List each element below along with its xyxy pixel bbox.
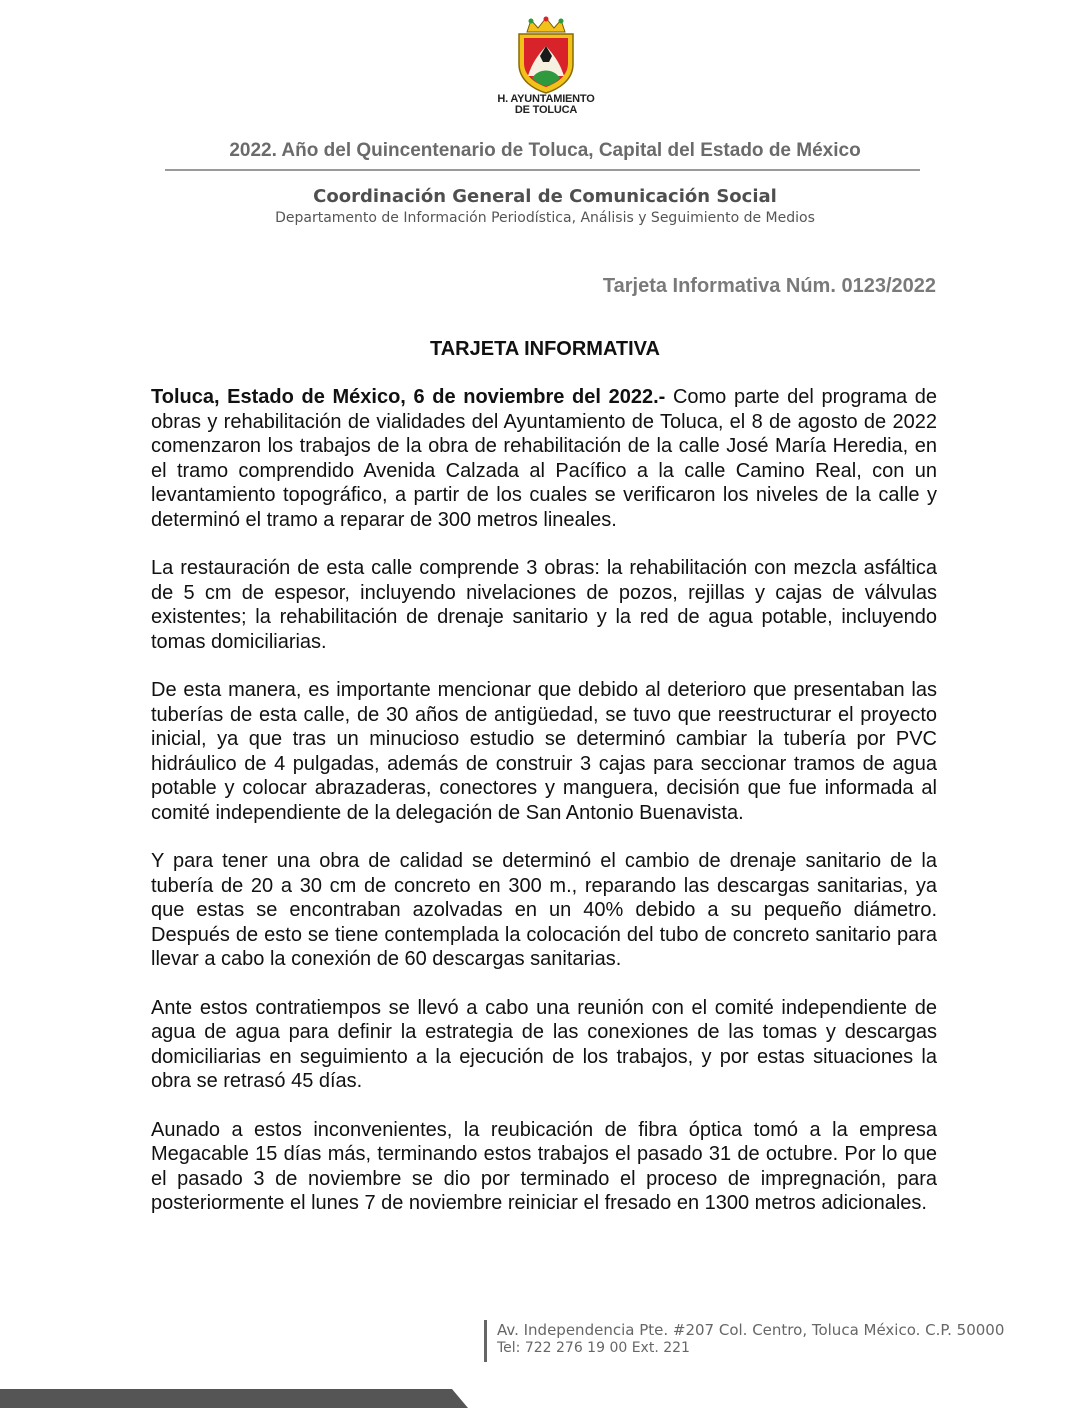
department-name: Departamento de Información Periodística, Análisis y Seguimiento de Medios <box>275 210 815 226</box>
footer-band <box>0 1389 1088 1408</box>
logo-caption-line1: H. AYUNTAMIENTO <box>497 93 595 105</box>
card-number: Tarjeta Informativa Núm. 0123/2022 <box>602 275 936 297</box>
paragraph-2: La restauración de esta calle comprende 3 obras: la rehabilitación con mezcla asfáltica de 5 cm de espesor, incluyendo nivelaciones de pozos, rejillas y cajas de válvulas existentes; la rehabilitación de drenaje sanitario y la red de agua potable, incluyendo tomas domiciliarias. <box>151 557 937 653</box>
footer-address: Av. Independencia Pte. #207 Col. Centro, Toluca México. C.P. 50000 <box>497 1321 1005 1339</box>
year-motto: 2022. Año del Quincentenario de Toluca, Capital del Estado de México <box>229 140 861 161</box>
toluca-crest-icon <box>513 16 579 94</box>
paragraph-1 <box>151 385 937 532</box>
dateline: Toluca, Estado de México, 6 de noviembre del 2022.- <box>151 386 666 408</box>
paragraph-3: De esta manera, es importante mencionar que debido al deterioro que presentaban las tuberías de esta calle, de 30 años de antigüedad, se tuvo que reestructurar el proyecto inicial, ya que tras un minucioso estudio se determinó cambiar la tubería por PVC hidráulico de 4 pulgadas, además de construir 3 cajas para seccionar tramos de agua potable y colocar abrazaderas, conectores y manguera, decisión que fue informada al comité independiente de la delegación de San Antonio Buenavista. <box>151 679 937 824</box>
footer-phone: Tel: 722 276 19 00 Ext. 221 <box>497 1340 690 1356</box>
paragraph-4: Y para tener una obra de calidad se determinó el cambio de drenaje sanitario de la tubería de 20 a 30 cm de concreto en 300 m., reparando las descargas sanitarias, ya que estas se encontraban azolvadas en un 40% debido a su pequeño diámetro. Después de esto se tiene contemplada la colocación del tubo de concreto sanitario para llevar a cabo la conexión de 60 descargas sanitarias. <box>151 850 937 970</box>
paragraph-5: Ante estos contratiempos se llevó a cabo una reunión con el comité independiente de agua de agua para definir la estrategia de las conexiones de las tomas y descargas domiciliarias en seguimiento a la ejecución de los trabajos, y por estas situaciones la obra se retrasó 45 días. <box>151 996 937 1092</box>
footer-divider <box>484 1320 487 1362</box>
municipal-logo <box>490 16 602 124</box>
document-title: TARJETA INFORMATIVA <box>430 338 660 360</box>
logo-caption-line2: DE TOLUCA <box>514 104 578 116</box>
document-body <box>151 385 937 1240</box>
coordination-name: Coordinación General de Comunicación Social <box>313 186 777 207</box>
paragraph-6: Aunado a estos inconvenientes, la reubicación de fibra óptica tomó a la empresa Megacable 15 días más, terminando estos trabajos el pasado 31 de octubre. Por lo que el pasado 3 de noviembre se dio por terminado el proceso de impregnación, para posteriormente el lunes 7 de noviembre reiniciar el fresado en 1300 metros adicionales. <box>151 1118 937 1214</box>
paragraph-1-text: Como parte del programa de obras y rehabilitación de vialidades del Ayuntamiento de Toluca, el 8 de agosto de 2022 comenzaron los trabajos de la obra de rehabilitación de la calle José María Heredia, en el tramo comprendido Avenida Calzada al Pacífico a la calle Camino Real, con un levantamiento topográfico, a partir de los cuales se verificaron los niveles de la calle y determinó el tramo a reparar de 300 metros lineales. <box>151 386 937 531</box>
header-divider <box>165 169 920 171</box>
